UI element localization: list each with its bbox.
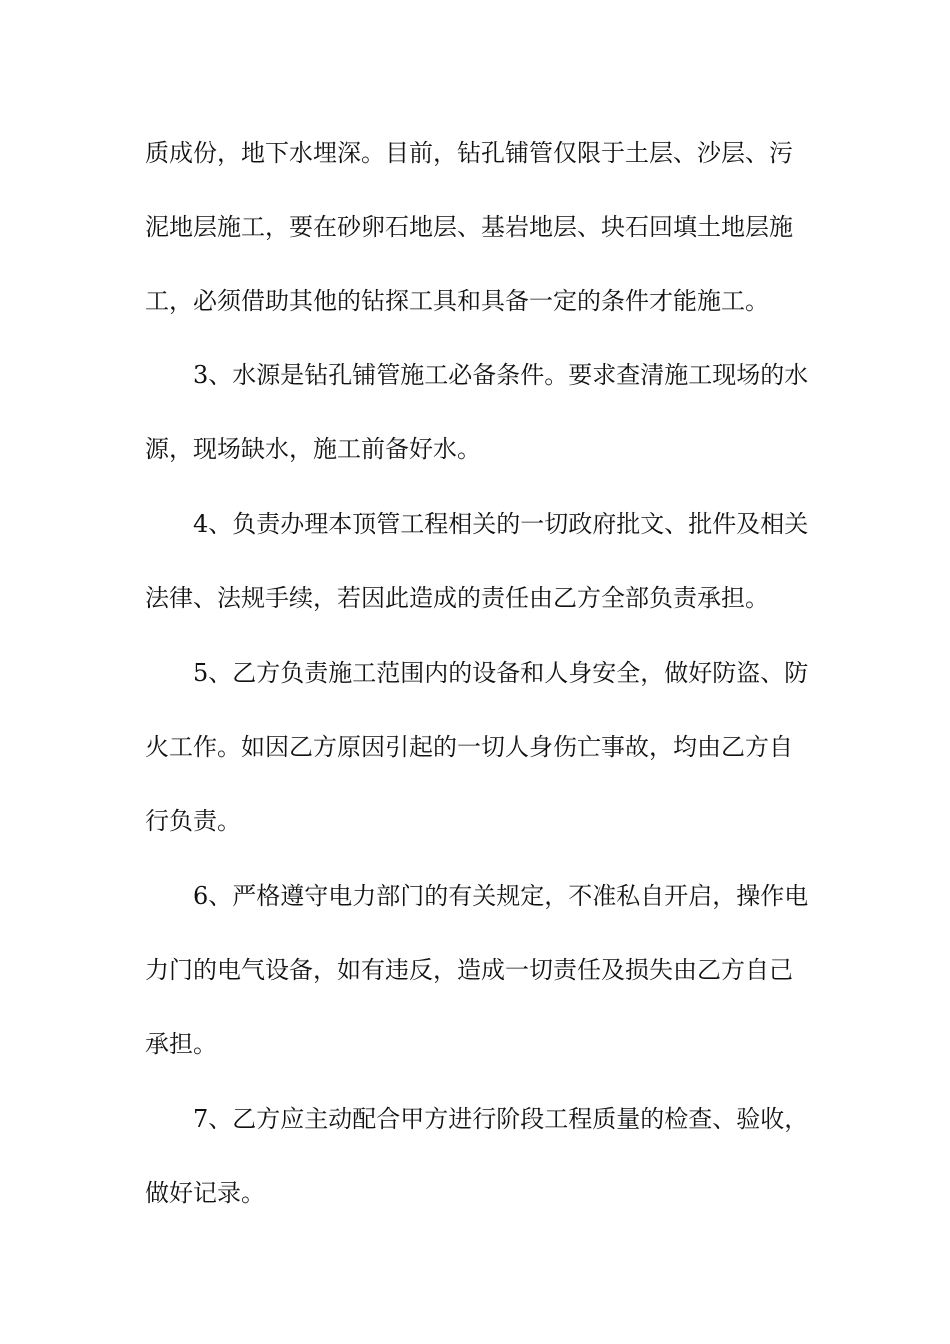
text-line: 法律、法规手续，若因此造成的责任由乙方全部负责承担。 xyxy=(145,584,769,612)
paragraph-start-line: 7、乙方应主动配合甲方进行阶段工程质量的检查、验收， xyxy=(193,1105,809,1133)
text-line: 力门的电气设备，如有违反，造成一切责任及损失由乙方自己 xyxy=(145,956,793,984)
paragraph-start-line: 6、严格遵守电力部门的有关规定，不准私自开启，操作电 xyxy=(193,882,809,910)
text-line: 质成份，地下水埋深。目前，钻孔铺管仅限于土层、沙层、污 xyxy=(145,139,793,167)
paragraph-start-line: 4、负责办理本顶管工程相关的一切政府批文、批件及相关 xyxy=(193,510,809,538)
paragraph-start-line: 5、乙方负责施工范围内的设备和人身安全，做好防盗、防 xyxy=(193,659,809,687)
paragraph-start-line: 3、水源是钻孔铺管施工必备条件。要求查清施工现场的水 xyxy=(193,361,809,389)
text-line: 做好记录。 xyxy=(145,1179,265,1207)
text-line: 泥地层施工，要在砂卵石地层、基岩地层、块石回填土地层施 xyxy=(145,213,793,241)
text-line: 源，现场缺水，施工前备好水。 xyxy=(145,435,481,463)
text-line: 工，必须借助其他的钻探工具和具备一定的条件才能施工。 xyxy=(145,287,769,315)
text-line: 火工作。如因乙方原因引起的一切人身伤亡事故，均由乙方自 xyxy=(145,733,793,761)
text-line: 行负责。 xyxy=(145,807,241,835)
text-line: 承担。 xyxy=(145,1030,217,1058)
